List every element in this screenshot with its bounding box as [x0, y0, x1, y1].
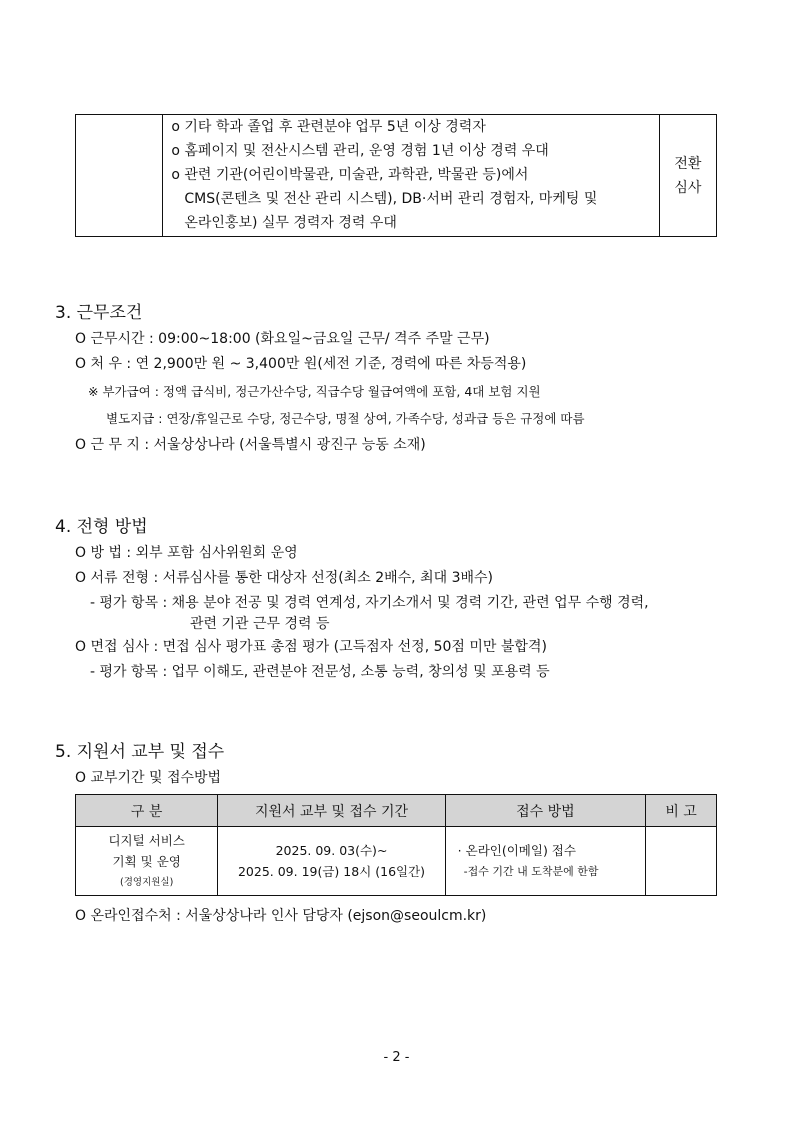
period-line: 2025. 09. 03(수)~: [275, 843, 388, 858]
section5-subtitle: O 교부기간 및 접수방법: [75, 770, 222, 786]
extra-benefits: ※ 부가급여 : 정액 급식비, 정근가산수당, 직급수당 월급여액에 포함, 4대 보험 지원: [88, 384, 541, 399]
category-dept: (경영지원실): [120, 876, 174, 888]
header-cell: 비 고: [646, 795, 717, 827]
interview: O 면접 심사 : 면접 심사 평가표 총점 평가 (고득점자 선정, 50점 미만 불합격): [75, 639, 547, 655]
online-contact: O 온라인접수처 : 서울상상나라 인사 담당자 (ejson@seoulcm.kr): [75, 908, 487, 924]
qualification-note-cell: [659, 115, 716, 237]
work-hours: O 근무시간 : 09:00~18:00 (화요일~금요일 근무/ 격주 주말 근무): [75, 331, 490, 347]
category-line: 기획 및 운영: [112, 853, 181, 869]
category-line: 디지털 서비스: [108, 832, 185, 848]
method-line: · 온라인(이메일) 접수: [457, 843, 576, 858]
page-number: - 2 -: [383, 1050, 410, 1065]
document-criteria-cont: 관련 기관 근무 경력 등: [190, 616, 330, 632]
separate-payments: 별도지급 : 연장/휴일근로 수당, 정근수당, 명절 상여, 가족수당, 성과급 등은 규정에 따름: [106, 411, 585, 426]
document-screening: O 서류 전형 : 서류심사를 통한 대상자 선정(최소 2배수, 최대 3배수): [75, 570, 494, 586]
qualification-label-cell: [76, 115, 163, 237]
method-note: -접수 기간 내 도착분에 한함: [463, 865, 599, 878]
note-line: 전환: [674, 155, 702, 172]
work-location: O 근 무 지 : 서울상상나라 (서울특별시 광진구 능동 소재): [75, 437, 426, 453]
qualification-content-cell: [163, 115, 659, 237]
section5-title: 5. 지원서 교부 및 접수: [55, 742, 225, 762]
interview-criteria: - 평가 항목 : 업무 이해도, 관련분야 전문성, 소통 능력, 창의성 및 포용력 등: [90, 664, 550, 680]
period-cell: [218, 827, 445, 896]
qualification-line: o 기타 학과 졸업 후 관련분야 업무 5년 이상 경력자: [171, 119, 486, 135]
table-row: [76, 827, 717, 896]
application-table: [75, 794, 717, 896]
header-cell: 구 분: [76, 795, 218, 827]
document-criteria: - 평가 항목 : 채용 분야 전공 및 경력 연계성, 자기소개서 및 경력 기간, 관련 업무 수행 경력,: [90, 595, 649, 611]
method-cell: [445, 827, 645, 896]
qualification-line: 온라인홍보) 실무 경력자 경력 우대: [184, 215, 397, 231]
period-line: 2025. 09. 19(금) 18시 (16일간): [237, 864, 426, 879]
header-cell: 접수 방법: [445, 795, 645, 827]
qualification-table: [75, 114, 717, 237]
qualification-line: o 관련 기관(어린이박물관, 미술관, 과학관, 박물관 등)에서: [171, 167, 529, 183]
header-cell: 지원서 교부 및 접수 기간: [218, 795, 445, 827]
salary: O 처 우 : 연 2,900만 원 ~ 3,400만 원(세전 기준, 경력에 따른 차등적용): [75, 356, 527, 372]
section4-title: 4. 전형 방법: [55, 517, 148, 537]
note-cell: [646, 827, 717, 896]
qualification-line: o 홈페이지 및 전산시스템 관리, 운영 경험 1년 이상 경력 우대: [171, 143, 549, 159]
category-cell: [76, 827, 218, 896]
table-header-row: [76, 795, 717, 827]
selection-method: O 방 법 : 외부 포함 심사위원회 운영: [75, 545, 298, 561]
qualification-line: CMS(콘텐츠 및 전산 관리 시스템), DB·서버 관리 경험자, 마케팅 및: [184, 191, 598, 207]
section3-title: 3. 근무조건: [55, 303, 143, 323]
note-line: 심사: [674, 179, 702, 196]
